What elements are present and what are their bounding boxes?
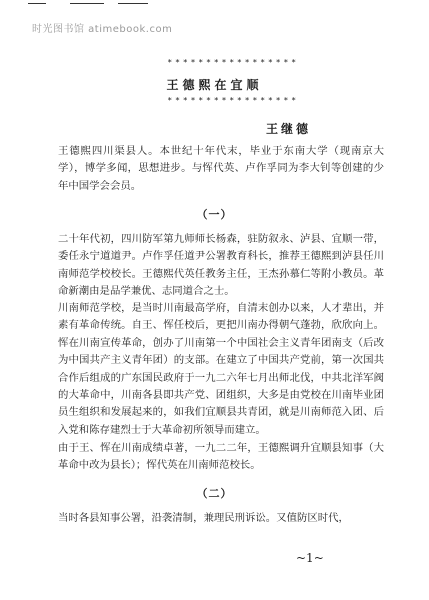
- article-title: 王德熙在宜顺: [166, 78, 263, 92]
- star-border-top: * * * * * * * * * * * * * * * * *: [167, 58, 297, 67]
- star-border-bottom: * * * * * * * * * * * * * * * * *: [167, 96, 297, 105]
- section-heading-one: （一）: [196, 208, 233, 221]
- closing-line: 当时各县知事公署，沿袭清制，兼理民刑诉讼。又值防区时代，: [58, 512, 349, 524]
- intro-paragraph: 王德熙四川渠县人。本世纪十年代末，毕业于东南大学（现南京大学），博学多闻，思想进步。与恽代英、卢作孚同为李大钊等创建的少年中国学会会员。: [58, 145, 384, 192]
- body-paragraph-2: 川南师范学校，是当时川南最高学府，自清末创办以来，人才辈出，并素有革命传统。自王、恽任校后，更把川南办得朝气蓬勃，欣欣向上。恽在川南宣传革命，创办了川南第一个中国社会主义青年团南支（后改为中国共产主义青年团）的支部。在建立了中国共产党前，第一次国共合作后组成的广东国民政府于一九二六年七月出师北伐，中共北洋军阀的大革命中，川南各县即共产党、团组织，大多是由党校在川南毕业团员生组织和发展起来的，如我们宜顺县共青团，就是川南师范入团、后入党和陈存建烈士于大革命初所领导而建立。: [58, 302, 384, 436]
- section-heading-two: （二）: [196, 487, 233, 500]
- watermark: 时光图书馆 atimebook.com: [32, 24, 173, 35]
- article-author: 王继德: [266, 122, 312, 136]
- body-paragraph-3: 由于王、恽在川南成绩卓著，一九二二年，王德熙调升宜顺县知事（大革命中改为县长）；恽代英在川南师范校长。: [58, 442, 384, 472]
- top-edge-line: [70, 3, 104, 4]
- body-paragraph-1: 二十年代初，四川防军第九师师长杨森，驻防叙永、泸县、宜顺一带，委任永宁道道尹。卢作孚任道尹公署教育科长，推荐王德熙到泸县任川南师范学校校长。王德熙代英任教务主任，王杰孙慕仁等附小教员。革命新潮由是品学兼优、志同道合之士。: [58, 233, 384, 298]
- top-edge-line: [118, 3, 148, 4]
- top-edge-line: [28, 3, 46, 4]
- page-number: ~1~: [296, 551, 324, 565]
